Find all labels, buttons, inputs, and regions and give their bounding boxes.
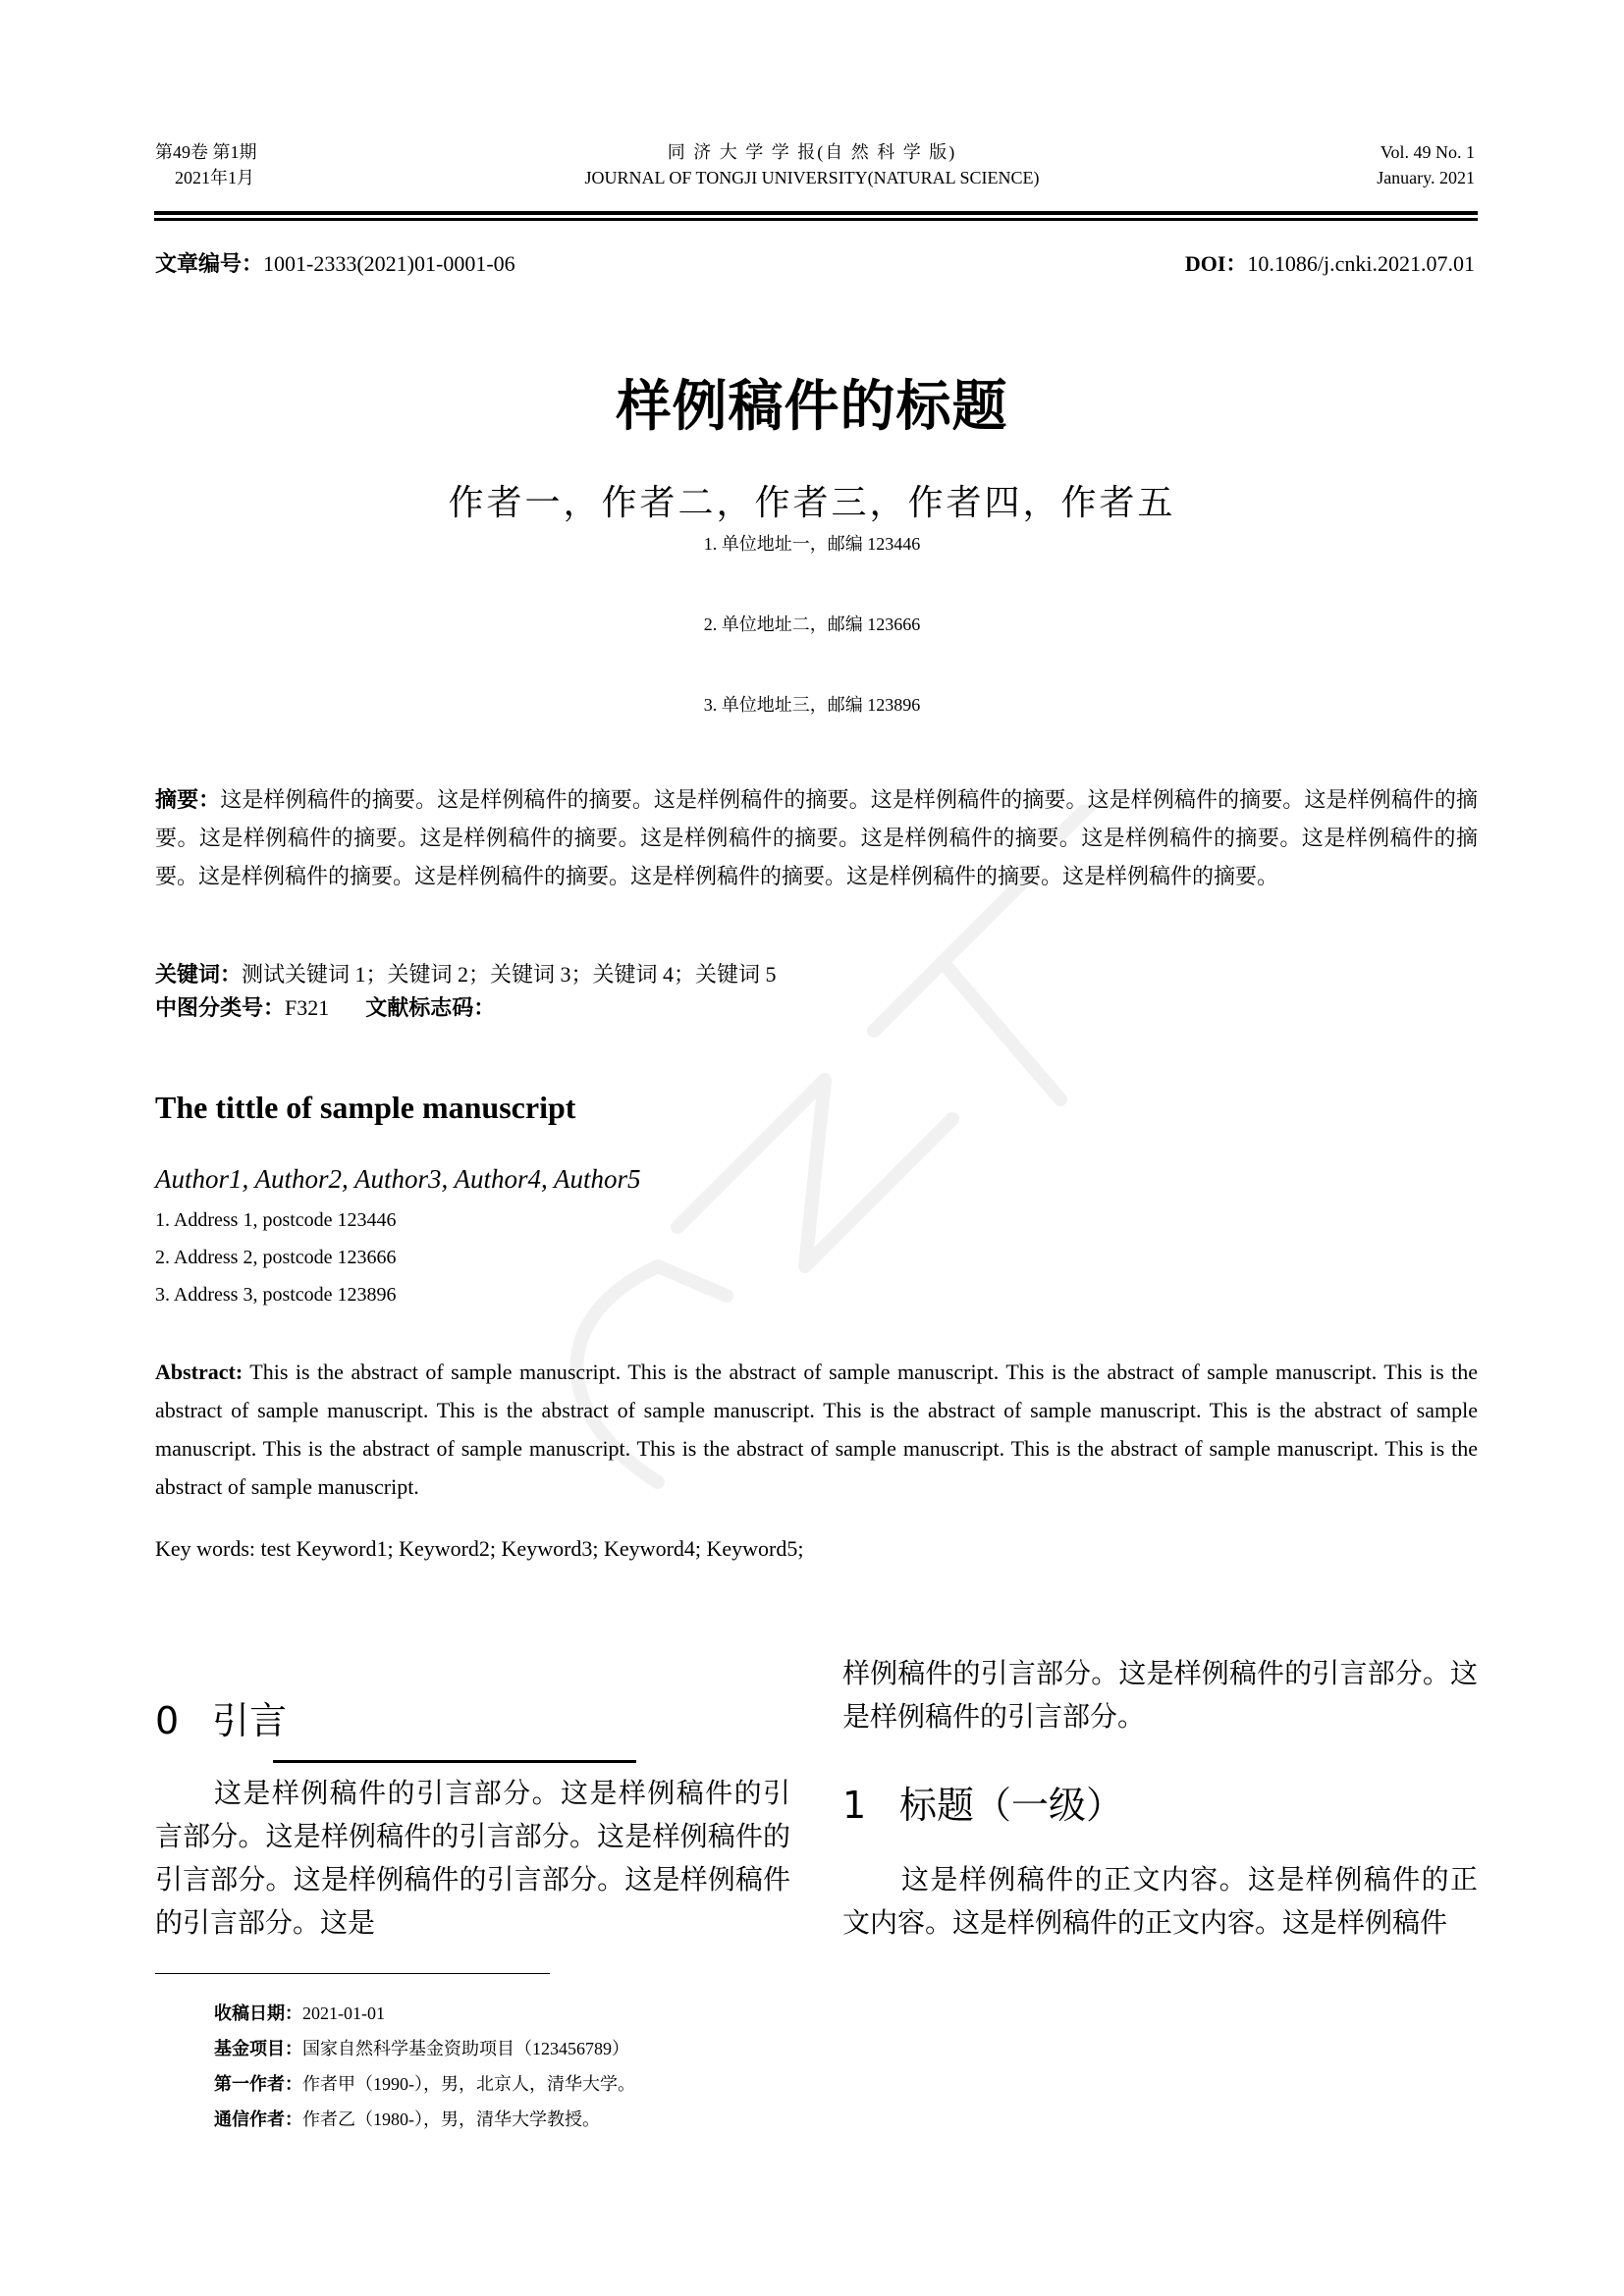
section-0-heading <box>155 1690 287 1744</box>
authors-en: Author1, Author2, Author3, Author4, Author5 <box>155 1164 641 1194</box>
footnote-received <box>214 2001 385 2027</box>
abstract-en-text: This is the abstract of sample manuscript. This is the abstract of sample manuscript. This is the abstract of sample manuscript. This is the abstract of sample manuscript. This is the abstract of sample manuscript. This is the abstract of sample manuscript. This is the abstract of sample manuscript. This is the abstract of sample manuscript. This is the abstract of sample manuscript. This is the abstract of sample manuscript. This is the abstract of sample manuscript. <box>155 1360 1478 1499</box>
clc-label: 中图分类号： <box>155 995 286 1020</box>
title-en: The tittle of sample manuscript <box>155 1090 576 1125</box>
doi <box>1185 247 1475 278</box>
abstract-cn-text: 这是样例稿件的摘要。这是样例稿件的摘要。这是样例稿件的摘要。这是样例稿件的摘要。这是样例稿件的摘要。这是样例稿件的摘要。这是样例稿件的摘要。这是样例稿件的摘要。这是样例稿件的摘要。这是样例稿件的摘要。这是样例稿件的摘要。这是样例稿件的摘要。这是样例稿件的摘要。这是样例稿件的摘要。这是样例稿件的摘要。这是样例稿件的摘要。这是样例稿件的摘要。 <box>155 787 1478 888</box>
keywords-en: Key words: test Keyword1; Keyword2; Keyword3; Keyword4; Keyword5; <box>155 1536 804 1561</box>
keywords-cn <box>155 958 777 990</box>
abstract-en-label: Abstract: <box>155 1360 244 1384</box>
affiliation-cn-2: 2. 单位地址二，邮编 123666 <box>703 614 921 634</box>
abstract-cn <box>155 780 1478 895</box>
keywords-cn-text: 测试关键词 1；关键词 2；关键词 3；关键词 4；关键词 5 <box>242 962 777 987</box>
footnote-rule <box>155 1973 550 1974</box>
journal-name-cn: 同 济 大 学 学 报(自 然 科 学 版) <box>667 142 957 162</box>
article-number-value: 1001-2333(2021)01-0001-06 <box>263 251 515 276</box>
footnote-first-author-label: 第一作者： <box>214 2074 302 2094</box>
section-0-text-right: 样例稿件的引言部分。这是样例稿件的引言部分。这是样例稿件的引言部分。 <box>842 1659 1478 1733</box>
clc-value: F321 <box>285 995 330 1020</box>
footnote-fund-text: 国家自然科学基金资助项目（123456789） <box>302 2039 629 2058</box>
footnote-corresponding-author-text: 作者乙（1980-），男，清华大学教授。 <box>302 2109 600 2129</box>
section-0-title: 引言 <box>212 1699 288 1742</box>
section-1-heading <box>842 1775 1123 1829</box>
footnote-first-author <box>214 2071 635 2098</box>
doi-value: 10.1086/j.cnki.2021.07.01 <box>1247 251 1475 276</box>
issue-date: 2021年1月 <box>175 168 254 187</box>
article-number <box>155 247 515 278</box>
watermark-letter-n <box>677 1080 952 1266</box>
title-cn: 样例稿件的标题 <box>616 375 1008 439</box>
doi-label: DOI： <box>1184 251 1248 276</box>
section-1-number: 1 <box>842 1784 867 1827</box>
watermark-letter-k <box>874 883 1060 1099</box>
affiliation-cn-3: 3. 单位地址三，邮编 123896 <box>703 695 921 715</box>
affiliation-cn-1: 1. 单位地址一，邮编 123446 <box>703 534 921 554</box>
volume-number-en: Vol. 49 No. 1 <box>1380 142 1475 162</box>
section-1-text: 这是样例稿件的正文内容。这是样例稿件的正文内容。这是样例稿件的正文内容。这是样例稿件 <box>842 1865 1478 1939</box>
affiliation-en-1: 1. Address 1, postcode 123446 <box>155 1209 397 1231</box>
header-rule-thin <box>154 218 1478 221</box>
journal-name-en: JOURNAL OF TONGJI UNIVERSITY(NATURAL SCIENCE) <box>584 168 1040 187</box>
classification <box>155 991 495 1024</box>
affiliation-en-3: 3. Address 3, postcode 123896 <box>155 1284 397 1306</box>
footnote-corresponding-author <box>214 2107 600 2133</box>
affiliation-en-2: 2. Address 2, postcode 123666 <box>155 1247 397 1268</box>
footnote-received-text: 2021-01-01 <box>302 2003 385 2023</box>
doc-code-label: 文献标志码： <box>365 995 496 1020</box>
header-rule-thick <box>154 211 1478 215</box>
volume-issue: 第49卷 第1期 <box>155 142 257 162</box>
authors-cn: 作者一，作者二，作者三，作者四，作者五 <box>448 483 1176 523</box>
section-1-title: 标题（一级） <box>899 1784 1124 1827</box>
keywords-cn-label: 关键词： <box>155 962 243 987</box>
abstract-en <box>155 1353 1478 1506</box>
issue-date-en: January. 2021 <box>1377 168 1475 187</box>
footnote-received-label: 收稿日期： <box>214 2003 302 2023</box>
abstract-cn-label: 摘要： <box>155 787 221 812</box>
footnote-first-author-text: 作者甲（1990-），男，北京人，清华大学。 <box>302 2074 635 2094</box>
header-right <box>1377 139 1475 190</box>
footnote-corresponding-author-label: 通信作者： <box>214 2109 302 2129</box>
section-0-text-left: 这是样例稿件的引言部分。这是样例稿件的引言部分。这是样例稿件的引言部分。这是样例稿件的引言部分。这是样例稿件的引言部分。这是样例稿件的引言部分。这是 <box>155 1779 790 1939</box>
footnote-fund-label: 基金项目： <box>214 2039 302 2058</box>
column-rule <box>273 1760 636 1763</box>
article-number-label: 文章编号： <box>155 251 264 276</box>
footnote-fund <box>214 2036 629 2062</box>
section-0-number: 0 <box>155 1699 180 1742</box>
